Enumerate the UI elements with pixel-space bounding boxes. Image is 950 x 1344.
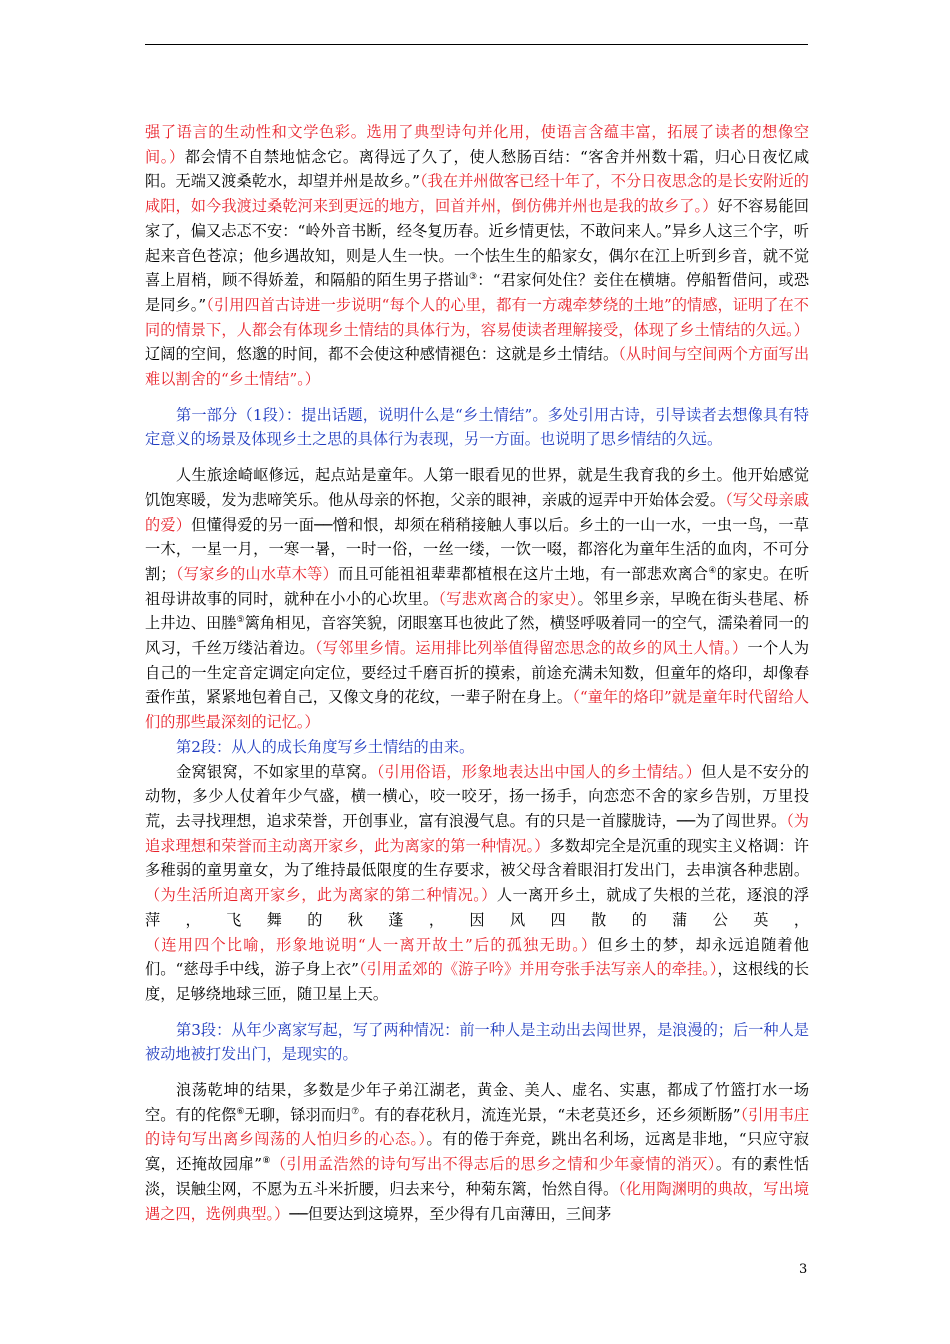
paragraph-2 bbox=[145, 463, 809, 735]
body-text: 。邻里乡亲，早晚在街头巷尾、桥上井边、田塍 bbox=[145, 589, 809, 633]
annotation: （从时间与空间两个方面写出难以割舍的“乡土情结”。） bbox=[145, 345, 810, 389]
footnote-mark: ⑤ bbox=[236, 615, 245, 626]
body-text: 但懂得爱的另一面──憎和恨，却须在稍稍接触人事以后。乡土的一山一水，一虫一鸟，一草一木，一星一月，一寒一暑，一时一俗，一丝一缕，一饮一啜，都溶化为童年生活的血肉，不可分割； bbox=[145, 515, 809, 583]
footnote-mark: ③ bbox=[468, 272, 478, 283]
body-text: ，这根线的长度，足够绕地球三匝，随卫星上天。 bbox=[145, 960, 810, 1003]
annotation: （我在并州做客已经十年了，不分日夜思念的是长安附近的咸阳，如今我渡过桑乾河来到更远的地方，回首并州，倒仿佛并州也是我的故乡了。） bbox=[145, 172, 809, 216]
footnote-mark: ⑦ bbox=[351, 1106, 360, 1117]
body-text: 的家史。在听祖母讲故事的同时，就种在小小的心坎里。 bbox=[145, 564, 810, 608]
body-text: ：“君家何处住？妾住在横塘。停船暂借问，或恐是同乡。” bbox=[145, 271, 810, 314]
body-text: 一个人为自己的一生定音定调定向定位，要经过千磨百折的摸索，前途充满未知数，但童年的烙印，却像春蚕作茧，紧紧地包着自己，又像文身的花纹，一辈子附在身上。 bbox=[145, 639, 810, 707]
annotation: 强了语言的生动性和文学色彩。选用了典型诗句并化用，使语言含蕴丰富，拓展了读者的想像空间。） bbox=[145, 123, 809, 166]
body-text: 而且可能祖祖辈辈都植根在这片土地，有一部悲欢离合 bbox=[338, 564, 709, 583]
footnote-mark: ⑧ bbox=[262, 1156, 271, 1167]
footnote-mark: ④ bbox=[708, 565, 717, 576]
section-note-1: 第一部分（1段）：提出话题，说明什么是“乡土情结”。多处引用古诗，引导读者去想像具有特定意义的场景及体现乡土之思的具体行为表现，另一方面。也说明了思乡情结的久远。 bbox=[145, 405, 809, 449]
annotation: （化用陶渊明的典故，写出境遇之四，选例典型。） bbox=[145, 1179, 810, 1223]
annotation: （为生活所迫离开家乡，此为离家的第二种情况。） bbox=[145, 886, 497, 905]
annotation: （写邻里乡情。运用排比列举值得留恋思念的故乡的风土人情。） bbox=[314, 639, 748, 658]
body-text: 篱角相见，音容笑貌，闭眼塞耳也彼此了然，横竖呼吸着同一的空气，濡染着同一的风习，千丝万缕沾着边。 bbox=[145, 614, 810, 658]
body-text: 。有的倦于奔竞，跳出名利场，远离是非地，“只应守寂寞，还掩故园扉” bbox=[145, 1130, 809, 1174]
body-text: 人生旅途崎岖修远，起点站是童年。人第一眼看见的世界，就是生我育我的乡土。他开始感觉饥饱寒暖，发为悲啼笑乐。他从母亲的怀抱，父亲的眼神，亲戚的逗弄中开始体会爱。 bbox=[145, 466, 809, 509]
body-text: 。有的春花秋月，流连光景，“未老莫还乡，还乡须断肠” bbox=[359, 1105, 741, 1124]
annotation: （写父母亲戚的爱） bbox=[145, 490, 810, 534]
document-body bbox=[145, 120, 809, 1226]
paragraph-4 bbox=[145, 1078, 809, 1226]
footnote-mark: ⑥ bbox=[236, 1106, 245, 1117]
body-text: 但人是不安分的动物，多少人仗着年少气盛，横一横心，咬一咬牙，扬一扬手，向恋恋不舍的家乡告别，万里投荒，去寻找理想，追求荣誉，开创事业，富有浪漫气息。有的只是一首朦胧诗，──为了闯世界。 bbox=[145, 762, 810, 830]
annotation: （引用韦庄的诗句写出离乡闯荡的人怕归乡的心态。） bbox=[145, 1105, 810, 1149]
body-text: 。有的素性恬淡，误触尘网，不愿为五斗米折腰，归去来兮，种菊东篱，怡然自得。 bbox=[145, 1155, 810, 1198]
annotation: （写家乡的山水草木等） bbox=[175, 564, 339, 583]
section-note-2: 第2段：从人的成长角度写乡土情结的由来。 bbox=[176, 737, 475, 756]
body-text: 都会情不自禁地惦念它。离得远了久了，使人愁肠百结：“客舍并州数十霜，归心日夜忆咸阳。无端又渡桑乾水，却望并州是故乡。” bbox=[145, 147, 810, 191]
body-text: 金窝银窝，不如家里的草窝。 bbox=[176, 762, 377, 781]
body-text: 辽阔的空间，悠邈的时间，都不会使这种感情褪色：这就是乡土情结。 bbox=[145, 345, 619, 364]
annotation: （引用俗语，形象地表达出中国人的乡土情结。） bbox=[376, 762, 702, 781]
body-text: 无聊，铩羽而归 bbox=[244, 1105, 352, 1124]
annotation: （为追求理想和荣誉而主动离开家乡，此为离家的第一种情况。） bbox=[145, 811, 809, 855]
paragraph-1 bbox=[145, 120, 809, 392]
annotation: （写悲欢离合的家史） bbox=[438, 589, 578, 608]
body-text: 但乡土的梦，却永远追随着他们。“慈母手中线，游子身上衣” bbox=[145, 935, 809, 979]
body-text: 多数却完全是沉重的现实主义格调：许多稚弱的童男童女，为了维持最低限度的生存要求，被父母含着眼泪打发出门，去串演各种悲剧。 bbox=[145, 836, 809, 880]
paragraph-3 bbox=[145, 760, 809, 1007]
body-text: ──但要达到这境界，至少得有几亩薄田，三间茅 bbox=[289, 1204, 612, 1223]
annotation: （“童年的烙印”就是童年时代留给人们的那些最深刻的记忆。） bbox=[145, 688, 810, 732]
body-text: 浪荡乾坤的结果，多数是少年子弟江湖老，黄金、美人、虚名、实惠，都成了竹篮打水一场空。有的侘傺 bbox=[145, 1081, 809, 1124]
annotation: （引用孟郊的《游子吟》并用夸张手法写亲人的牵挂。） bbox=[358, 960, 718, 979]
section-note-3: 第3段：从年少离家写起，写了两种情况：前一种人是主动出去闯世界，是浪漫的；后一种人是被动地被打发出门，是现实的。 bbox=[145, 1020, 809, 1064]
page-number: 3 bbox=[799, 1262, 808, 1277]
header-rule bbox=[145, 44, 808, 45]
annotation: （连用四个比喻，形象地说明“人一离开故土”后的孤独无助。） bbox=[145, 935, 598, 954]
annotation: （引用四首古诗进一步说明“每个人的心里，都有一方魂牵梦绕的土地”的情感，证明了在不同的情景下，人都会有体现乡土情结的具体行为，容易使读者理解接受，体现了乡土情结的久远。） bbox=[145, 295, 809, 339]
body-text: 好不容易能回家了，偏又忐忑不安：“岭外音书断，经冬复历春。近乡情更怯，不敢问来人。”异乡人这三个字，听起来音色苍凉；他乡遇故知，则是人生一快。一个怯生生的船家女，偶尔在江上听到乡音，就不觉喜上眉梢，顾不得娇羞，和隔船的陌生男子搭讪 bbox=[145, 197, 809, 290]
body-text: 人一离开乡土，就成了失根的兰花，逐浪的浮萍，飞舞的秋蓬，因风四散的蒲公英， bbox=[145, 886, 810, 929]
annotation: （引用孟浩然的诗句写出不得志后的思乡之情和少年豪情的消灭） bbox=[270, 1155, 716, 1174]
